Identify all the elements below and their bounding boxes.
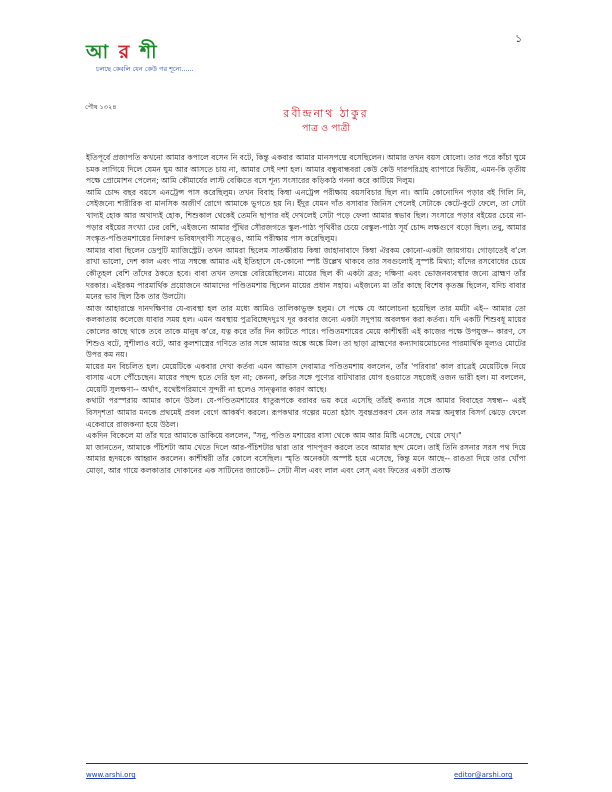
logo-part-1: আ xyxy=(86,41,111,63)
logo-part-3: শী xyxy=(139,41,159,63)
paragraph: আমার বাবা ছিলেন ডেপুটি ম্যাজিস্ট্রেট। তখন আমরা ছিলেম সাতক্ষীরায় কিম্বা জাহানাবাদে কিম্বা ঐরকম কোনো-একটা জায়গায়। গোড়াতেই ব'লে রাখা ভালো, দেশ কাল এবং পাত্র সম্বন্ধে আমার এই ইতিহাসে যে-কোনো স্পষ্ট উল্লেখ থাকবে তার সবগুলোই সুস্পষ্ট মিথ্যা; যাঁদের রসবোধের চেয়ে কৌতূহল বেশি তাঁদের ঠকতে হবে। বাবা তখন তদন্তে বেরিয়েছিলেন। মায়ের ছিল কী একটা ব্রত; দক্ষিণা এবং ভোজনব্যবস্থার জন্যে ব্রাহ্মণ তাঁর দরকার। এইরকম পারমার্থিক প্রয়োজনে আমাদের পণ্ডিতমশায় ছিলেন মায়ের প্রধান সহায়। এইজন্যে মা তাঁর কাছে বিশেষ কৃতজ্ঞ ছিলেন, যদিচ বাবার মনের ভাব ছিল ঠিক তার উলটো। xyxy=(86,245,526,302)
article-title: পাত্র ও পাত্রী xyxy=(301,123,351,134)
paragraph: আমি চোদ্দ বছর বয়সে এনট্রেন্স পাস করেছিলুম। তখন বিবাহ কিম্বা এনট্রেন্স পরীক্ষায় বয়সবিচার ছিল না। আমি কোনোদিন পড়ার বই গিলি নি, সেইজন্যে শারীরিক বা মানসিক অজীর্ণ রোগে আমাকে ভুগতে হয় নি। ইঁদুর যেমন দাঁত বসাবার জিনিস পেলেই সেটাকে কেটে-কুটে ফেলে, তা সেটা খাদ্যই হোক আর অখাদ্যই হোক, শিশুকাল থেকেই তেমনি ছাপার বই দেখলেই সেটা পড়ে ফেলা আমার স্বভাব ছিল। সংসারে পড়ার বইয়ের চেয়ে না-পড়ার বইয়ের সংখ্যা ঢের বেশি, এইজন্যে আমার পুঁথির সৌরজগতে স্কুল-পাঠ্য পৃথিবীর চেয়ে বেস্কুল-পাঠ্য সূর্য চোদ্দ লক্ষগুণে বড়ো ছিল। তবু, আমার সংস্কৃত-পণ্ডিতমশায়ের নিদারুণ ভবিষ্যদ্‌বাণী সত্ত্বেও, আমি পরীক্ষায় পাস করেছিলুম। xyxy=(86,187,526,244)
logo-part-2: র xyxy=(118,41,132,63)
paragraph: মায়ের মন বিচলিত হল। মেয়েটিকে একবার দেখা কর্তব্য এমন আভাস দেবামাত্র পণ্ডিতমশায় বললেন, তাঁর 'পরিবার' কাল রাত্রেই মেয়েটিকে নিয়ে বাসায় এসে পৌঁচেছেন। মায়ের পছন্দ হতে দেরি হল না; কেননা, রুচির সঙ্গে পুণ্যের বাটখারার যোগ হওয়াতে সহজেই ওজন ভারী হল। মা বললেন, মেয়েটি সুলক্ষণা-- অর্থাৎ, যথেষ্টপরিমাণে সুন্দরী না হলেও সান্ত্বনার কারণ আছে। xyxy=(86,361,526,394)
footer-divider xyxy=(86,763,528,764)
paragraph: কথাটা পরস্পরায় আমার কানে উঠল। যে-পণ্ডিতমশায়ের ধাতুরূপকে বরাবর ভয় করে এসেছি তাঁরই কন্যার সঙ্গে আমার বিবাহের সম্বন্ধ-- এরই বিসদৃশতা আমার মনকে প্রথমেই প্রবল বেগে আকর্ষণ করলে। রূপকথার গল্পের মতো হঠাৎ সুবন্তপ্রকরণ যেন তার সমস্ত অনুস্বার বিসর্গ ঝেড়ে ফেলে একেবারে রাজকন্যা হয়ে উঠল। xyxy=(86,396,526,429)
paragraph: ইতিপূর্বে প্রজাপতি কখনো আমার কপালে বসেন নি বটে, কিন্তু একবার আমার মানসপদ্মে বসেছিলেন। আমার তখন বয়স ষোলো। তার পরে কাঁচা ঘুমে চমক লাগিয়ে দিলে যেমন ঘুম আর আসতে চায় না, আমার সেই দশা হল। আমার বন্ধুবান্ধবরা কেউ কেউ দারপরিগ্রহ ব্যাপারে দ্বিতীয়, এমন-কি তৃতীয় পক্ষে প্রোমোশন পেলেন; আমি কৌমার্যের লাস্ট বেঞ্চিতে বসে শূন্য সংসারের কড়িকাঠ গননা করে কাটিয়ে দিলুম। xyxy=(86,153,526,186)
website-link[interactable]: www.arshi.org xyxy=(86,771,136,779)
site-tagline: চলছে কেবলি যেন কেউ গর শূন্যে...... xyxy=(96,65,194,73)
email-link[interactable]: editor@arshi.org xyxy=(454,771,513,779)
paragraph: মা জানতেন, আমাকে পঁচিশটা আম খেতে দিলে আর-পঁচিশটার দ্বারা তার পাদপূরণ করলে তবে আমার ছন্দ মেলে। তাই তিনি রসনার সরস পথ দিয়ে আমার হৃদয়কে আহ্বান করলেন। কাশীশ্বরী তাঁর কোলে বসেছিল। স্মৃতি অনেকটা অস্পষ্ট হয়ে এসেছে, কিন্তু মনে আছে-- রাঙতা দিয়ে তার খোঁপা মোড়া, আর গায়ে কলকাতার দোকানের এক সাটিনের জ্যাকেট-- সেটা নীল এবং লাল এবং লেস্‌ এবং ফিতের একটা প্রত্যক্ষ xyxy=(86,442,526,476)
paragraph: আজ আহারান্তে দানদক্ষিণার যে-ব্যবস্থা হল তার মধ্যে আমিও তালিকাভুক্ত হলুম। সে পক্ষে যে আলোচনা হয়েছিল তার মর্মটা এই-- আমার তো কলকাতায় কলেজে যাবার সময় হল। এমন অবস্থায় পুত্রবিচ্ছেদদুঃখ দূর করবার জন্যে একটা সদুপায় অবলম্বন করা কর্তব্য। যদি একটি শিশুবধূ মায়ের কোলের কাছে থাকে তবে তাকে মানুষ ক'রে, যত্ন করে তাঁর দিন কাটতে পারে। পণ্ডিতমশায়ের মেয়ে কাশীশ্বরী এই কাজের পক্ষে উপযুক্ত-- কারণ, সে শিশুও বটে, সুশীলাও বটে, আর কুলশাস্ত্রের গণিতে তার সঙ্গে আমার অঙ্কে অঙ্কে মিল। তা ছাড়া ব্রাহ্মণের কন্যাদায়মোচনের পারমার্থিক মূল্যও মোটের উপর কম নয়। xyxy=(86,303,526,360)
article-author: রবীন্দ্রনাথ ঠাকুর xyxy=(283,107,369,120)
paragraph: একদিন বিকেলে মা তাঁর ঘরে আমাকে ডাকিয়ে বললেন, "সনু, পণ্ডিত মশায়ের বাসা থেকে আম আর মিষ্টি এসেছে, খেয়ে দেখ্‌।" xyxy=(86,431,462,441)
article-body xyxy=(86,152,526,477)
page-number: ১ xyxy=(515,32,523,45)
publication-date: পৌষ ১৩২৪ xyxy=(85,103,117,111)
